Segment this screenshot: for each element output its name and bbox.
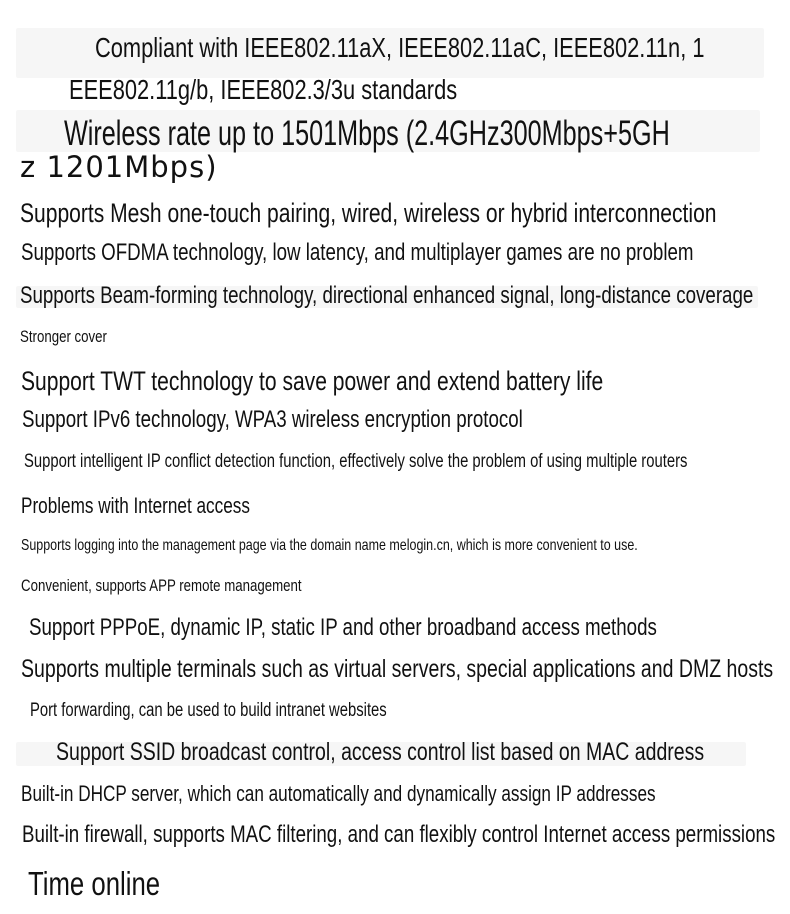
feature-line-21: Time online [28,865,161,902]
feature-line-1: Compliant with IEEE802.11aX, IEEE802.11aC, IEEE802.11n, 1 [95,32,705,63]
feature-line-4: z 1201Mbps) [20,150,218,184]
feature-line-14: Convenient, supports APP remote management [21,576,302,595]
feature-line-18: Support SSID broadcast control, access control list based on MAC address [56,738,705,766]
feature-line-20: Built-in firewall, supports MAC filtering, and can flexibly control Internet access permissions [22,821,776,848]
feature-line-15: Support PPPoE, dynamic IP, static IP and other broadband access methods [29,614,657,641]
feature-line-2: EEE802.11g/b, IEEE802.3/3u standards [69,74,458,105]
feature-line-6: Supports OFDMA technology, low latency, and multiplayer games are no problem [21,239,694,266]
feature-line-3: Wireless rate up to 1501Mbps (2.4GHz300Mbps+5GH [64,114,670,153]
feature-line-5: Supports Mesh one-touch pairing, wired, wireless or hybrid interconnection [20,198,717,228]
feature-line-12: Problems with Internet access [21,493,250,518]
feature-line-13: Supports logging into the management page via the domain name melogin.cn, which is more convenient to use. [21,537,638,554]
feature-line-7: Supports Beam-forming technology, directional enhanced signal, long-distance coverage [20,282,754,309]
feature-line-9: Support TWT technology to save power and extend battery life [21,366,604,396]
feature-line-19: Built-in DHCP server, which can automatically and dynamically assign IP addresses [21,781,656,806]
feature-line-17: Port forwarding, can be used to build intranet websites [30,700,387,721]
feature-line-16: Supports multiple terminals such as virtual servers, special applications and DMZ hosts [21,655,774,683]
feature-line-10: Support IPv6 technology, WPA3 wireless encryption protocol [22,406,523,433]
feature-line-8: Stronger cover [20,327,107,346]
feature-line-11: Support intelligent IP conflict detection function, effectively solve the problem of using multiple routers [24,451,688,472]
